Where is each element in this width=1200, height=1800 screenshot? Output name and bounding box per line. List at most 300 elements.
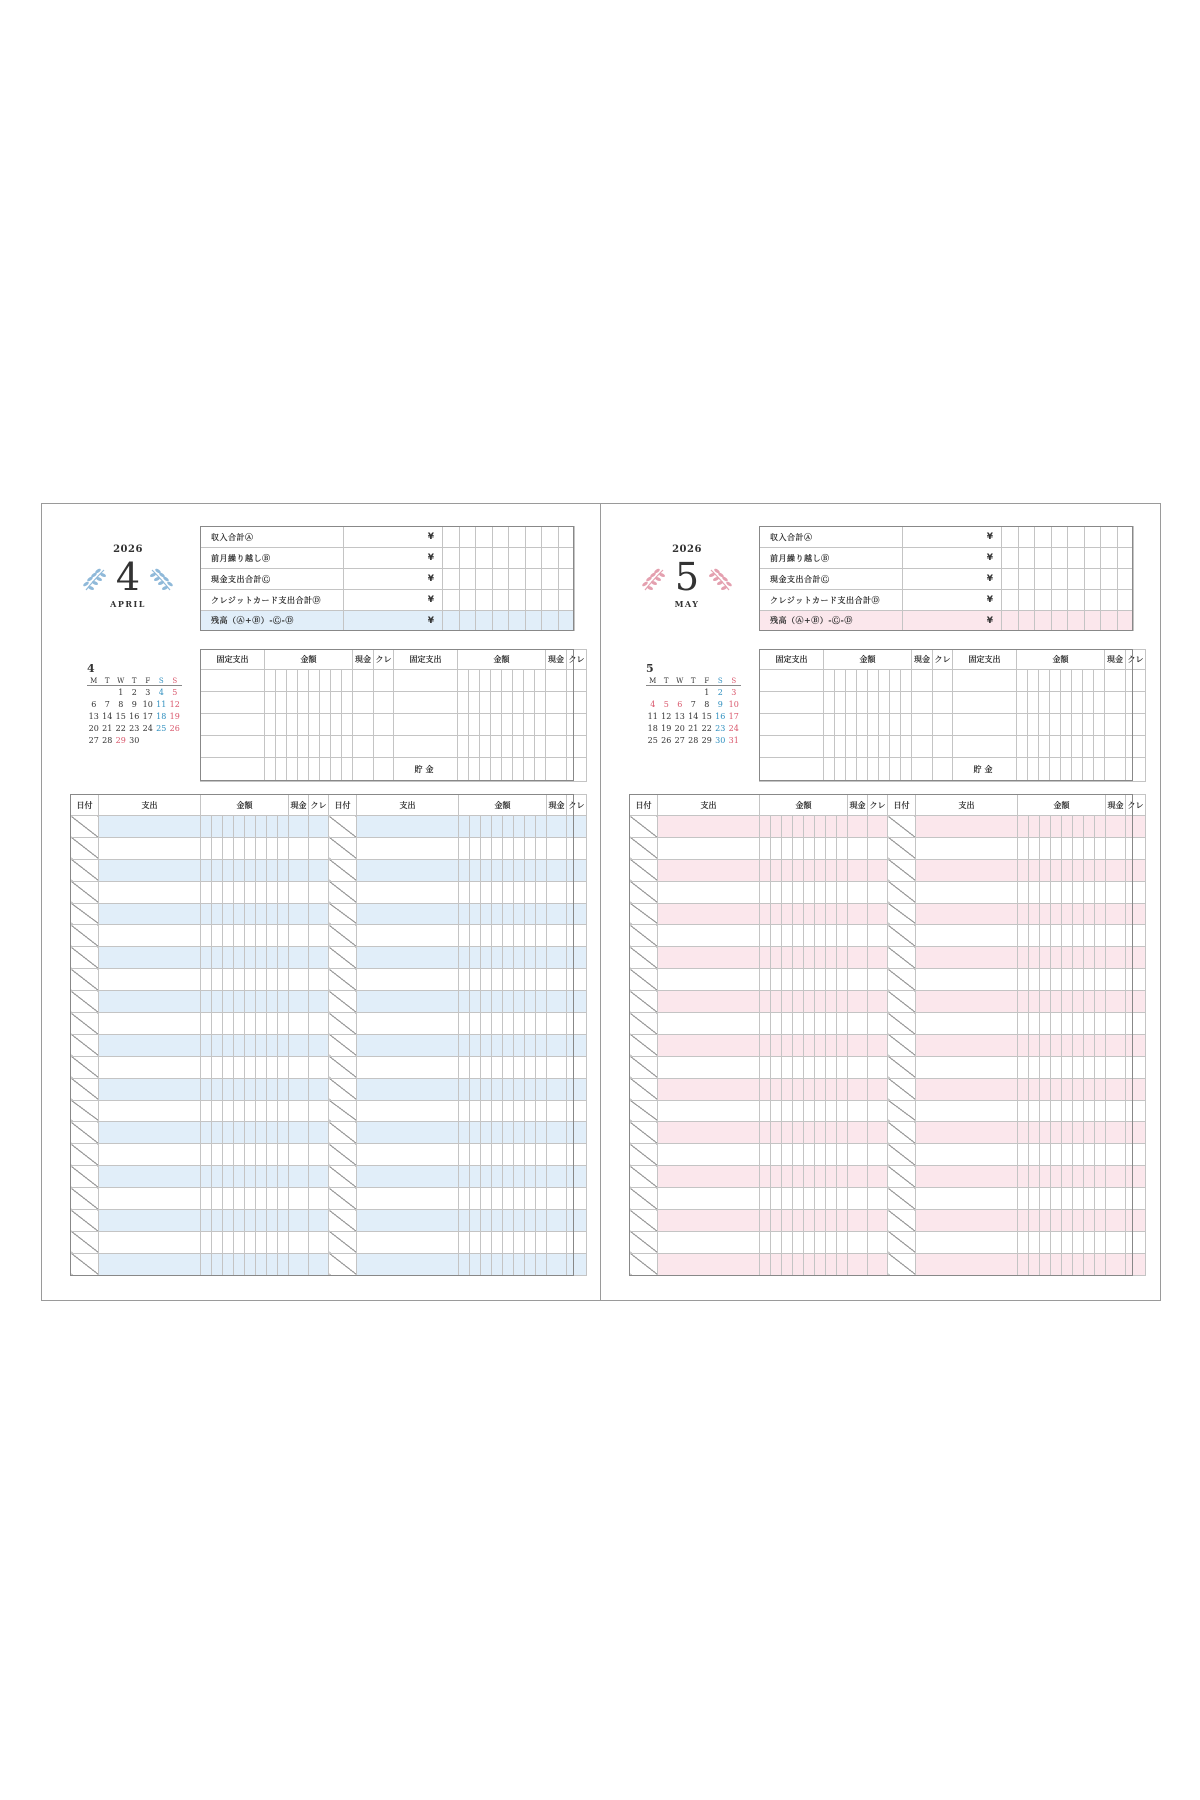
amount-digit[interactable] — [1073, 837, 1084, 859]
fixed-amount-digit[interactable] — [1094, 758, 1105, 782]
amount-digit[interactable] — [815, 1188, 826, 1210]
amount-digit[interactable] — [459, 1166, 470, 1188]
amount-digit[interactable] — [267, 1166, 278, 1188]
amount-digit[interactable] — [782, 1100, 793, 1122]
amount-digit[interactable] — [536, 1078, 547, 1100]
fixed-amount-digit[interactable] — [513, 736, 524, 758]
amount-digit-cell[interactable] — [1018, 548, 1035, 569]
amount-digit[interactable] — [234, 816, 245, 838]
amount-digit[interactable] — [492, 816, 503, 838]
amount-digit[interactable] — [503, 991, 514, 1013]
amount-digit[interactable] — [1095, 1034, 1106, 1056]
amount-digit[interactable] — [536, 925, 547, 947]
cash-cell[interactable] — [848, 1231, 868, 1253]
expense-cell[interactable] — [99, 859, 201, 881]
expense-cell[interactable] — [916, 1056, 1018, 1078]
fixed-amount-digit[interactable] — [491, 670, 502, 692]
fixed-amount-digit[interactable] — [1083, 670, 1094, 692]
amount-digit[interactable] — [514, 837, 525, 859]
amount-digit[interactable] — [536, 1122, 547, 1144]
amount-digit[interactable] — [1051, 903, 1062, 925]
expense-cell[interactable] — [916, 816, 1018, 838]
fixed-amount-digit[interactable] — [535, 736, 546, 758]
cash-cell[interactable] — [289, 1253, 309, 1275]
amount-digit[interactable] — [503, 1056, 514, 1078]
cash-cell[interactable] — [1106, 1231, 1126, 1253]
amount-digit[interactable] — [826, 903, 837, 925]
amount-digit[interactable] — [223, 1253, 234, 1275]
amount-digit[interactable] — [536, 1188, 547, 1210]
amount-digit[interactable] — [804, 859, 815, 881]
amount-digit[interactable] — [793, 881, 804, 903]
fixed-cash-cell[interactable] — [912, 670, 933, 692]
amount-digit-cell[interactable] — [459, 590, 476, 611]
date-cell[interactable] — [329, 1100, 357, 1122]
amount-digit[interactable] — [503, 1231, 514, 1253]
amount-digit[interactable] — [223, 925, 234, 947]
amount-digit[interactable] — [245, 1056, 256, 1078]
expense-cell[interactable] — [916, 1078, 1018, 1100]
amount-digit[interactable] — [267, 1188, 278, 1210]
amount-digit[interactable] — [1018, 969, 1029, 991]
amount-digit[interactable] — [459, 969, 470, 991]
cash-cell[interactable] — [848, 925, 868, 947]
amount-digit[interactable] — [1029, 1253, 1040, 1275]
amount-digit[interactable] — [503, 1122, 514, 1144]
amount-digit[interactable] — [459, 837, 470, 859]
fixed-amount-digit[interactable] — [1050, 758, 1061, 782]
credit-cell[interactable] — [567, 991, 587, 1013]
amount-digit[interactable] — [459, 1100, 470, 1122]
fixed-amount-digit[interactable] — [309, 670, 320, 692]
expense-cell[interactable] — [99, 991, 201, 1013]
fixed-cash-cell[interactable] — [1105, 736, 1126, 758]
fixed-amount-digit[interactable] — [1072, 670, 1083, 692]
fixed-credit-cell[interactable] — [567, 670, 587, 692]
amount-digit-cell[interactable] — [558, 590, 575, 611]
amount-digit[interactable] — [481, 837, 492, 859]
amount-digit-cell[interactable] — [1101, 590, 1118, 611]
fixed-credit-cell[interactable] — [1126, 758, 1146, 782]
amount-digit[interactable] — [223, 1231, 234, 1253]
fixed-amount-digit[interactable] — [824, 736, 835, 758]
fixed-amount-digit[interactable] — [276, 736, 287, 758]
amount-digit-cell[interactable] — [1018, 590, 1035, 611]
fixed-amount-digit[interactable] — [857, 692, 868, 714]
fixed-amount-digit[interactable] — [857, 736, 868, 758]
amount-digit[interactable] — [1062, 1166, 1073, 1188]
credit-cell[interactable] — [567, 1078, 587, 1100]
amount-digit[interactable] — [1073, 1078, 1084, 1100]
amount-digit[interactable] — [223, 969, 234, 991]
date-cell[interactable] — [71, 859, 99, 881]
credit-cell[interactable] — [309, 837, 329, 859]
amount-digit[interactable] — [782, 1034, 793, 1056]
amount-digit[interactable] — [804, 1188, 815, 1210]
credit-cell[interactable] — [309, 991, 329, 1013]
credit-cell[interactable] — [1126, 1034, 1146, 1056]
amount-digit[interactable] — [1018, 1122, 1029, 1144]
fixed-amount-digit[interactable] — [824, 692, 835, 714]
fixed-amount-digit[interactable] — [342, 758, 353, 782]
amount-digit[interactable] — [514, 1253, 525, 1275]
amount-digit[interactable] — [278, 1078, 289, 1100]
expense-cell[interactable] — [99, 903, 201, 925]
amount-digit[interactable] — [1018, 1013, 1029, 1035]
amount-digit[interactable] — [793, 816, 804, 838]
expense-cell[interactable] — [99, 1253, 201, 1275]
amount-digit[interactable] — [514, 925, 525, 947]
fixed-credit-cell[interactable] — [933, 758, 953, 782]
credit-cell[interactable] — [1126, 816, 1146, 838]
amount-digit-cell[interactable] — [1051, 527, 1068, 548]
date-cell[interactable] — [71, 1166, 99, 1188]
amount-digit[interactable] — [525, 1253, 536, 1275]
credit-cell[interactable] — [868, 1013, 888, 1035]
amount-digit[interactable] — [793, 1253, 804, 1275]
date-cell[interactable] — [630, 837, 658, 859]
credit-cell[interactable] — [567, 1034, 587, 1056]
amount-digit[interactable] — [1073, 903, 1084, 925]
amount-digit-cell[interactable] — [542, 590, 559, 611]
amount-digit[interactable] — [771, 1122, 782, 1144]
fixed-cash-cell[interactable] — [353, 736, 374, 758]
amount-digit[interactable] — [815, 903, 826, 925]
fixed-amount-digit[interactable] — [1072, 758, 1083, 782]
fixed-amount-digit[interactable] — [1028, 670, 1039, 692]
amount-digit-cell[interactable] — [1084, 548, 1101, 569]
amount-digit-cell[interactable] — [558, 548, 575, 569]
amount-digit[interactable] — [1051, 925, 1062, 947]
date-cell[interactable] — [888, 1013, 916, 1035]
amount-digit[interactable] — [782, 1056, 793, 1078]
amount-digit[interactable] — [1095, 1188, 1106, 1210]
amount-digit[interactable] — [470, 1188, 481, 1210]
amount-digit[interactable] — [1040, 1231, 1051, 1253]
amount-digit[interactable] — [837, 816, 848, 838]
cash-cell[interactable] — [289, 969, 309, 991]
fixed-amount-digit[interactable] — [458, 758, 469, 782]
amount-digit[interactable] — [525, 947, 536, 969]
amount-digit[interactable] — [771, 816, 782, 838]
cash-cell[interactable] — [848, 881, 868, 903]
cash-cell[interactable] — [848, 1078, 868, 1100]
amount-digit[interactable] — [1073, 1253, 1084, 1275]
fixed-amount-digit[interactable] — [309, 736, 320, 758]
amount-digit[interactable] — [1095, 969, 1106, 991]
credit-cell[interactable] — [309, 925, 329, 947]
amount-digit[interactable] — [234, 881, 245, 903]
amount-digit[interactable] — [1095, 947, 1106, 969]
amount-digit[interactable] — [278, 1253, 289, 1275]
amount-digit-cell[interactable] — [1018, 611, 1035, 631]
date-cell[interactable] — [888, 1253, 916, 1275]
cash-cell[interactable] — [848, 1210, 868, 1232]
expense-cell[interactable] — [357, 1122, 459, 1144]
amount-digit[interactable] — [212, 1188, 223, 1210]
amount-digit[interactable] — [212, 969, 223, 991]
amount-digit[interactable] — [267, 947, 278, 969]
amount-digit[interactable] — [804, 1100, 815, 1122]
amount-digit[interactable] — [212, 1210, 223, 1232]
fixed-item-cell[interactable] — [760, 714, 824, 736]
fixed-cash-cell[interactable] — [912, 758, 933, 782]
amount-digit-cell[interactable] — [492, 590, 509, 611]
amount-digit[interactable] — [503, 881, 514, 903]
date-cell[interactable] — [329, 1231, 357, 1253]
amount-digit-cell[interactable] — [1117, 611, 1134, 631]
amount-digit[interactable] — [492, 1122, 503, 1144]
amount-digit[interactable] — [1095, 991, 1106, 1013]
amount-digit[interactable] — [278, 925, 289, 947]
amount-digit[interactable] — [782, 969, 793, 991]
amount-digit[interactable] — [245, 837, 256, 859]
amount-digit-cell[interactable] — [1002, 569, 1019, 590]
amount-digit[interactable] — [536, 991, 547, 1013]
amount-digit[interactable] — [536, 969, 547, 991]
amount-digit[interactable] — [481, 925, 492, 947]
fixed-amount-digit[interactable] — [342, 692, 353, 714]
amount-digit-cell[interactable] — [558, 611, 575, 631]
amount-digit[interactable] — [481, 1122, 492, 1144]
amount-digit[interactable] — [470, 1122, 481, 1144]
amount-digit-cell[interactable] — [1101, 527, 1118, 548]
amount-digit[interactable] — [815, 1253, 826, 1275]
amount-digit[interactable] — [1029, 1100, 1040, 1122]
fixed-item-cell[interactable] — [201, 736, 265, 758]
fixed-amount-digit[interactable] — [469, 714, 480, 736]
amount-digit[interactable] — [201, 1231, 212, 1253]
cash-cell[interactable] — [1106, 881, 1126, 903]
fixed-amount-digit[interactable] — [890, 714, 901, 736]
amount-digit[interactable] — [492, 1253, 503, 1275]
amount-digit-cell[interactable] — [443, 569, 460, 590]
amount-digit[interactable] — [525, 1078, 536, 1100]
amount-digit[interactable] — [212, 1078, 223, 1100]
amount-digit[interactable] — [278, 969, 289, 991]
amount-digit[interactable] — [223, 947, 234, 969]
amount-digit[interactable] — [245, 1210, 256, 1232]
amount-digit[interactable] — [1084, 947, 1095, 969]
amount-digit[interactable] — [481, 903, 492, 925]
amount-digit[interactable] — [212, 1013, 223, 1035]
amount-digit[interactable] — [1029, 991, 1040, 1013]
fixed-amount-digit[interactable] — [535, 714, 546, 736]
date-cell[interactable] — [71, 1231, 99, 1253]
credit-cell[interactable] — [309, 1122, 329, 1144]
expense-cell[interactable] — [658, 1100, 760, 1122]
fixed-amount-digit[interactable] — [287, 736, 298, 758]
amount-digit[interactable] — [514, 1056, 525, 1078]
amount-digit-cell[interactable] — [1035, 569, 1052, 590]
expense-cell[interactable] — [357, 859, 459, 881]
fixed-amount-digit[interactable] — [524, 758, 535, 782]
amount-digit[interactable] — [514, 1013, 525, 1035]
amount-digit[interactable] — [470, 1078, 481, 1100]
amount-digit[interactable] — [201, 925, 212, 947]
amount-digit[interactable] — [492, 859, 503, 881]
amount-digit[interactable] — [267, 1056, 278, 1078]
expense-cell[interactable] — [916, 947, 1018, 969]
fixed-amount-digit[interactable] — [901, 692, 912, 714]
cash-cell[interactable] — [289, 1122, 309, 1144]
fixed-item-cell[interactable] — [760, 692, 824, 714]
amount-digit[interactable] — [815, 991, 826, 1013]
credit-cell[interactable] — [567, 1253, 587, 1275]
credit-cell[interactable] — [309, 969, 329, 991]
amount-digit[interactable] — [525, 1013, 536, 1035]
amount-digit[interactable] — [514, 947, 525, 969]
amount-digit[interactable] — [826, 859, 837, 881]
amount-digit[interactable] — [1084, 903, 1095, 925]
date-cell[interactable] — [888, 903, 916, 925]
fixed-amount-digit[interactable] — [1083, 692, 1094, 714]
amount-digit[interactable] — [492, 1210, 503, 1232]
amount-digit[interactable] — [1040, 903, 1051, 925]
amount-digit-cell[interactable] — [525, 527, 542, 548]
amount-digit[interactable] — [1062, 1034, 1073, 1056]
amount-digit[interactable] — [771, 969, 782, 991]
date-cell[interactable] — [71, 1210, 99, 1232]
amount-digit[interactable] — [760, 1013, 771, 1035]
amount-digit[interactable] — [536, 1253, 547, 1275]
amount-digit[interactable] — [804, 1210, 815, 1232]
amount-digit[interactable] — [201, 903, 212, 925]
amount-digit[interactable] — [760, 1144, 771, 1166]
amount-digit[interactable] — [536, 1210, 547, 1232]
amount-digit[interactable] — [837, 1078, 848, 1100]
expense-cell[interactable] — [357, 1166, 459, 1188]
amount-digit[interactable] — [1040, 991, 1051, 1013]
amount-digit[interactable] — [1062, 1231, 1073, 1253]
amount-digit[interactable] — [760, 881, 771, 903]
date-cell[interactable] — [71, 1253, 99, 1275]
expense-cell[interactable] — [357, 925, 459, 947]
amount-digit[interactable] — [223, 1188, 234, 1210]
fixed-amount-digit[interactable] — [320, 736, 331, 758]
cash-cell[interactable] — [547, 1034, 567, 1056]
fixed-amount-digit[interactable] — [868, 670, 879, 692]
amount-digit[interactable] — [278, 859, 289, 881]
amount-digit[interactable] — [760, 991, 771, 1013]
fixed-amount-digit[interactable] — [309, 714, 320, 736]
amount-digit[interactable] — [1051, 1188, 1062, 1210]
amount-digit[interactable] — [793, 1122, 804, 1144]
amount-digit[interactable] — [525, 1188, 536, 1210]
amount-digit[interactable] — [782, 1013, 793, 1035]
fixed-amount-digit[interactable] — [879, 758, 890, 782]
amount-digit[interactable] — [826, 1013, 837, 1035]
date-cell[interactable] — [888, 837, 916, 859]
expense-cell[interactable] — [357, 1034, 459, 1056]
fixed-amount-digit[interactable] — [524, 692, 535, 714]
fixed-credit-cell[interactable] — [374, 692, 394, 714]
cash-cell[interactable] — [1106, 1122, 1126, 1144]
amount-digit[interactable] — [256, 1056, 267, 1078]
amount-digit[interactable] — [1029, 1013, 1040, 1035]
fixed-item-cell[interactable] — [953, 670, 1017, 692]
amount-digit[interactable] — [771, 1144, 782, 1166]
amount-digit[interactable] — [278, 903, 289, 925]
amount-digit[interactable] — [837, 837, 848, 859]
amount-digit[interactable] — [793, 969, 804, 991]
amount-digit[interactable] — [492, 991, 503, 1013]
amount-digit[interactable] — [826, 1188, 837, 1210]
amount-digit[interactable] — [1051, 881, 1062, 903]
amount-digit[interactable] — [514, 1188, 525, 1210]
amount-digit[interactable] — [793, 1034, 804, 1056]
amount-digit[interactable] — [256, 859, 267, 881]
amount-digit[interactable] — [1084, 816, 1095, 838]
expense-cell[interactable] — [357, 1231, 459, 1253]
amount-digit[interactable] — [826, 837, 837, 859]
amount-digit[interactable] — [223, 816, 234, 838]
amount-digit[interactable] — [536, 1231, 547, 1253]
amount-digit[interactable] — [267, 1013, 278, 1035]
amount-digit[interactable] — [201, 837, 212, 859]
amount-digit[interactable] — [514, 859, 525, 881]
fixed-cash-cell[interactable] — [1105, 670, 1126, 692]
credit-cell[interactable] — [1126, 1013, 1146, 1035]
amount-digit[interactable] — [771, 947, 782, 969]
credit-cell[interactable] — [309, 1056, 329, 1078]
amount-digit[interactable] — [223, 837, 234, 859]
fixed-amount-digit[interactable] — [868, 692, 879, 714]
amount-digit[interactable] — [1073, 969, 1084, 991]
cash-cell[interactable] — [547, 1100, 567, 1122]
amount-digit[interactable] — [793, 947, 804, 969]
expense-cell[interactable] — [658, 837, 760, 859]
amount-digit[interactable] — [278, 947, 289, 969]
date-cell[interactable] — [329, 903, 357, 925]
credit-cell[interactable] — [1126, 859, 1146, 881]
amount-digit[interactable] — [1040, 1166, 1051, 1188]
amount-digit[interactable] — [760, 859, 771, 881]
expense-cell[interactable] — [916, 1100, 1018, 1122]
amount-digit[interactable] — [1084, 969, 1095, 991]
amount-digit[interactable] — [1084, 1231, 1095, 1253]
amount-digit[interactable] — [245, 1188, 256, 1210]
fixed-amount-digit[interactable] — [320, 758, 331, 782]
amount-digit-cell[interactable] — [525, 569, 542, 590]
fixed-amount-digit[interactable] — [1050, 736, 1061, 758]
amount-digit[interactable] — [815, 1166, 826, 1188]
date-cell[interactable] — [630, 969, 658, 991]
fixed-amount-digit[interactable] — [298, 758, 309, 782]
amount-digit[interactable] — [245, 1253, 256, 1275]
amount-digit[interactable] — [1018, 816, 1029, 838]
amount-digit[interactable] — [760, 1034, 771, 1056]
amount-digit[interactable] — [256, 1144, 267, 1166]
amount-digit[interactable] — [793, 1100, 804, 1122]
fixed-cash-cell[interactable] — [912, 692, 933, 714]
amount-digit[interactable] — [470, 1144, 481, 1166]
amount-digit[interactable] — [525, 1210, 536, 1232]
amount-digit[interactable] — [826, 881, 837, 903]
date-cell[interactable] — [888, 1078, 916, 1100]
cash-cell[interactable] — [848, 947, 868, 969]
credit-cell[interactable] — [567, 837, 587, 859]
date-cell[interactable] — [630, 1034, 658, 1056]
amount-digit[interactable] — [223, 859, 234, 881]
amount-digit[interactable] — [212, 1034, 223, 1056]
amount-digit[interactable] — [1018, 1231, 1029, 1253]
amount-digit-cell[interactable] — [525, 590, 542, 611]
fixed-amount-digit[interactable] — [331, 714, 342, 736]
fixed-amount-digit[interactable] — [502, 670, 513, 692]
amount-digit[interactable] — [1073, 1188, 1084, 1210]
credit-cell[interactable] — [567, 1013, 587, 1035]
